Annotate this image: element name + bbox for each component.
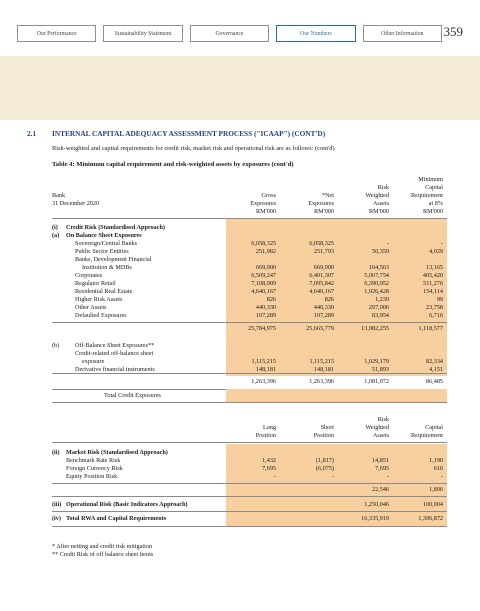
total-label: Total Credit Exposures (104, 392, 161, 399)
table-row-value: - (273, 473, 276, 480)
section-number: (i) (52, 224, 58, 231)
subsection-number: (a) (52, 232, 60, 239)
table-row-value: 7,695 (375, 465, 389, 472)
column-header: Weighted (365, 192, 389, 199)
column-header: Long (262, 424, 276, 431)
table-row-value: - (331, 473, 334, 480)
table-row-value: 1,115,215 (251, 358, 276, 365)
subtotal-rule (52, 373, 447, 374)
table-row-value: 6,716 (429, 312, 443, 319)
subtotal-value: 1,806 (429, 486, 443, 493)
table-row-value: 6,390,952 (364, 280, 389, 287)
table-row-label: exposure (82, 358, 105, 365)
column-header: Requirement (411, 432, 443, 439)
total-rwa-label: Total RWA and Capital Requirements (66, 515, 167, 522)
subtotal-a-value: 13,982,255 (361, 325, 389, 332)
table-row-value: 440,330 (313, 304, 334, 311)
operational-risk-value: 100,004 (422, 501, 443, 508)
subtotal-rule (52, 322, 447, 323)
table-row-label: Public Sector Entities (75, 248, 129, 255)
table-row-label: Corporates (75, 272, 103, 279)
header-rule (52, 218, 447, 219)
column-header: RM'000 (368, 208, 389, 215)
table-row-value: 251,793 (313, 248, 334, 255)
operational-risk-value: 1,250,046 (364, 501, 389, 508)
column-header: Position (255, 432, 276, 439)
table-title: Table 4: Minimum capital requirement and risk-weighted assets by exposures (cont'd) (52, 161, 294, 168)
top-navigation (17, 25, 442, 42)
table-row-label: Regulator Retail (75, 280, 116, 287)
column-header: Assets (372, 432, 389, 439)
column-header: Short (320, 424, 334, 431)
column-header: Exposures (250, 200, 276, 207)
table-row-value: 164,563 (368, 264, 389, 271)
table-row-value: 297,006 (368, 304, 389, 311)
table-row-label: Defaulted Exposures (75, 312, 127, 319)
subtotal-a-value: 25,784,975 (248, 325, 276, 332)
subtotal-value: 22,546 (371, 486, 389, 493)
total-bottom-rule (52, 402, 447, 403)
table-row-value: 107,289 (255, 312, 276, 319)
table-row-value: 1,239 (375, 296, 389, 303)
column-header: Capital (425, 424, 443, 431)
table-row-value: 1,190 (429, 457, 443, 464)
table-row-value: 4,640,167 (309, 288, 334, 295)
total-rwa-value: 16,335,919 (361, 515, 389, 522)
table-row-value: 1,029,179 (364, 358, 389, 365)
header-rule (52, 442, 447, 443)
table-row-value: 7,695 (262, 465, 276, 472)
subtotal-b-value: 86,485 (425, 378, 443, 385)
rule (52, 511, 447, 512)
column-header: Requirement (411, 192, 443, 199)
table-row-label: Residential Real Estate (75, 288, 133, 295)
table-row-value: - (386, 473, 389, 480)
subtotal-b-value: 1,081,072 (364, 378, 389, 385)
section-title: Market Risk (Standardised Approach) (66, 449, 168, 456)
table-row-value: - (386, 240, 389, 247)
table-row-value: 83,954 (371, 312, 389, 319)
table-row-value: - (440, 473, 443, 480)
subtotal-b-value: 1,263,396 (309, 378, 334, 385)
table-row-value: 7,095,842 (309, 280, 334, 287)
table-row-label: Derivative financial instruments (75, 366, 155, 373)
table-row-value: 4,151 (429, 366, 443, 373)
subsection-number: (b) (52, 342, 60, 349)
section-title: Credit Risk (Standardised Approach) (66, 224, 165, 231)
section-number: (ii) (52, 449, 60, 456)
subtotal-b-value: 1,263,396 (251, 378, 276, 385)
column-header: Risk (377, 184, 389, 191)
column-header: Capital (425, 184, 443, 191)
subtotal-a-value: 1,118,577 (418, 325, 443, 332)
table-row-value: (1,817) (315, 457, 334, 464)
decorative-band (0, 56, 480, 120)
table-row-value: 1,432 (262, 457, 276, 464)
column-header: Risk (377, 416, 389, 423)
table-row-value: 1,926,428 (364, 288, 389, 295)
tab-our-performance[interactable]: Our Performance (17, 25, 96, 42)
tab-governance[interactable]: Governance (190, 25, 269, 42)
table-row-value: 1,115,215 (309, 358, 334, 365)
table-row-label: Banks, Development Financial (75, 256, 152, 263)
column-header: Position (313, 432, 334, 439)
section-number: (iii) (52, 501, 62, 508)
table-row-value: 23,758 (425, 304, 443, 311)
table-row-value: 82,334 (425, 358, 443, 365)
table-row-value: 826 (324, 296, 334, 303)
column-header: at 8% (428, 200, 443, 207)
table-row-value: 14,851 (371, 457, 389, 464)
tab-other-information[interactable]: Other Information (363, 25, 442, 42)
table-row-value: 669,900 (255, 264, 276, 271)
column-header: Weighted (365, 424, 389, 431)
column-header: Assets (372, 200, 389, 207)
column-header: RM'000 (313, 208, 334, 215)
table-row-value: 440,330 (255, 304, 276, 311)
table-row-value: 13,165 (425, 264, 443, 271)
table-row-value: 50,359 (371, 248, 389, 255)
shaded-total-block (226, 389, 447, 402)
row-header-date: 31 December 2020 (52, 200, 100, 207)
rule (52, 526, 447, 527)
column-header: RM'000 (255, 208, 276, 215)
subsection-title: Off-Balance Sheet Exposures** (75, 342, 155, 349)
table-row-value: 5,067,754 (364, 272, 389, 279)
subtotal-rule (52, 483, 447, 484)
table-row-value: 148,181 (313, 366, 334, 373)
table-row-value: 7,108,909 (251, 280, 276, 287)
column-header: Exposures (308, 200, 334, 207)
table-row-value: 6,058,325 (309, 240, 334, 247)
section-number: (iv) (52, 515, 61, 522)
subtotal-a-value: 25,665,779 (306, 325, 334, 332)
table-row-value: 4,029 (429, 248, 443, 255)
table-row-value: 6,509,247 (251, 272, 276, 279)
footnote-2: ** Credit Risk of off balance sheet items (52, 551, 154, 558)
table-row-value: 826 (266, 296, 276, 303)
table-row-value: 405,420 (422, 272, 443, 279)
table-row-value: 669,900 (313, 264, 334, 271)
section-heading: INTERNAL CAPITAL ADEQUACY ASSESSMENT PROCESS ("ICAAP") (CONT'D) (52, 129, 326, 138)
table-row-label: Credit-related off-balance sheet (75, 350, 154, 357)
table-row-value: 616 (433, 465, 443, 472)
rule (52, 496, 447, 497)
table-row-value: - (440, 240, 443, 247)
table-row-value: 154,114 (423, 288, 443, 295)
table-row-label: Foreign Currency Risk (66, 465, 123, 472)
column-header: RM'000 (422, 208, 443, 215)
table-row-label: Other Assets (75, 304, 107, 311)
tab-sustainability-statement[interactable]: Sustainability Statement (103, 25, 182, 42)
table-row-label: Benchmark Rate Risk (66, 457, 121, 464)
subsection-title: On Balance Sheet Exposures (66, 232, 142, 239)
tab-our-numbers[interactable]: Our Numbers (276, 25, 355, 42)
row-header-bank: Bank (52, 192, 66, 199)
table-row-label: Equity Position Risk (66, 473, 118, 480)
table-row-value: 6,401,307 (309, 272, 334, 279)
table-row-value: 6,058,325 (251, 240, 276, 247)
operational-risk-label: Operational Risk (Basic Indicators Approach) (66, 501, 188, 508)
table-row-value: 251,982 (255, 248, 276, 255)
total-rwa-value: 1,306,872 (418, 515, 443, 522)
intro-text: Risk-weighted and capital requirements for credit risk, market risk and operational risk are as follows: (cont'd) (52, 145, 335, 152)
section-title (27, 129, 325, 138)
table-row-value: 99 (436, 296, 443, 303)
table-row-value: 148,181 (255, 366, 276, 373)
table-row-value: (6,075) (315, 465, 334, 472)
column-header: *Net (321, 192, 334, 199)
table-row-value: 107,289 (313, 312, 334, 319)
table-row-label: Sovereign/Central Banks (75, 240, 138, 247)
table-row-value: 511,276 (423, 280, 443, 287)
column-header: Gross (261, 192, 276, 199)
page-number: 359 (443, 24, 463, 39)
column-header: Minimum (418, 176, 443, 183)
table-row-value: 51,893 (371, 366, 389, 373)
table-row-label: Higher Risk Assets (75, 296, 123, 303)
table-row-label: Institution & MDBs (82, 264, 132, 271)
footnote-1: * After netting and credit risk mitigation (52, 543, 153, 550)
table-row-value: 4,640,167 (251, 288, 276, 295)
section-number: 2.1 (27, 129, 37, 138)
